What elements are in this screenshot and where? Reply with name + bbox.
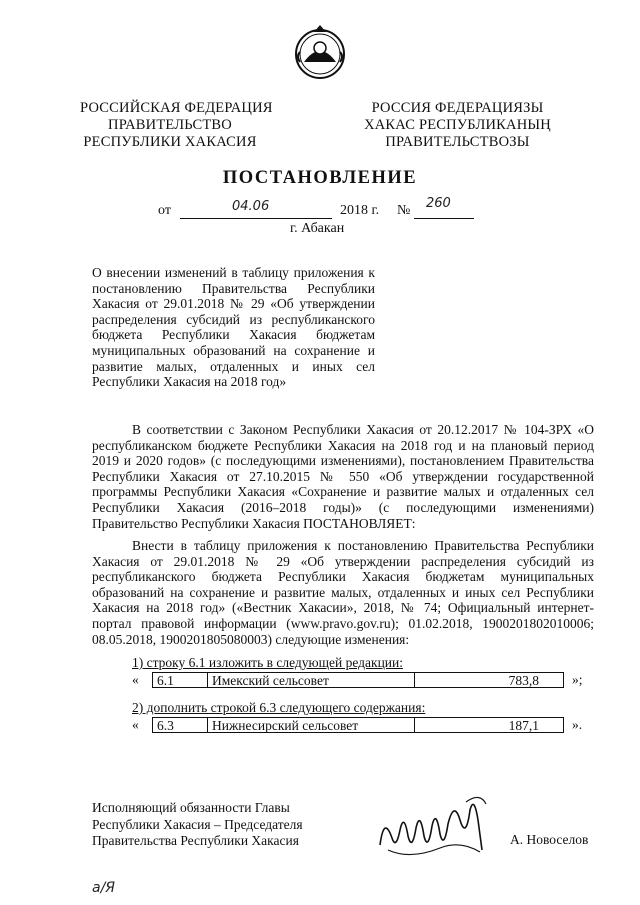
city-label: г. Абакан [290,221,345,236]
document-title: ПОСТАНОВЛЕНИЕ [222,168,418,188]
year-label: 2018 г. [340,203,380,218]
number-sign: № [397,203,411,218]
number-underline [414,218,474,219]
header-left [80,100,273,151]
header-left-line: РОССИЙСКАЯ ФЕДЕРАЦИЯ [80,100,273,116]
paragraph-2-text: Внести в таблицу приложения к постановлению Правительства Республики Хакасия от 29.01.2018 № 29 «Об утверждении распределения субсидий из республиканского бюджета Республики Хакасия бюджетам муниципальных образований на сохранение и развитие малых, отдаленных и иных сел Республики Хакасия на 2018 год» («Вестник Хакасии», 2018, № 74; Официальный интернет-портал правовой информации (www.pravo.gov.ru); 01.02.2018, 1900201802010006; 08.05.2018, 1900201805080003) следующие изменения: [92,538,594,647]
header-right-line: ПРАВИТЕЛЬСТВОЗЫ [385,134,530,150]
table-row [132,717,602,735]
row-value-cell: 187,1 [414,717,564,733]
signer-name: А. Новоселов [510,832,589,847]
table-row [132,672,602,690]
change-item-label-text: 2) дополнить строкой 6.3 следующего содержания: [132,700,426,715]
header-left-line: ПРАВИТЕЛЬСТВО [108,117,232,133]
change-item-label-text: 1) строку 6.1 изложить в следующей редакции: [132,655,404,670]
row-number-cell: 6.3 [152,717,208,733]
date-prefix: от [158,203,171,218]
change-item-label [132,700,425,716]
header-right-line: ХАКАС РЕСПУБЛИКАНЫҢ [364,117,551,133]
row-name-cell: Нижнесирский сельсовет [207,717,415,733]
handwritten-signature [370,790,500,870]
open-quote: « [132,717,139,732]
signature-title-line: Республики Хакасия – Председателя [92,816,303,832]
signature-block [92,800,303,850]
row-value-cell: 783,8 [414,672,564,688]
close-quote: ». [572,717,583,732]
date-value: 04.06 [232,199,270,214]
paragraph-1 [92,422,594,531]
signature-title-line: Правительства Республики Хакасия [92,833,299,848]
open-quote: « [132,672,139,687]
number-value: 260 [426,196,451,211]
margin-note: а/Я [92,880,116,896]
header-right-line: РОССИЯ ФЕДЕРАЦИЯЗЫ [371,100,544,116]
header-right [360,100,555,151]
change-item-label [132,655,403,671]
row-number-cell: 6.1 [152,672,208,688]
coat-of-arms-icon [290,22,350,82]
signature-title-line: Исполняющий обязанности Главы [92,800,290,815]
paragraph-2 [92,538,594,647]
header-left-line: РЕСПУБЛИКИ ХАКАСИЯ [83,134,257,150]
paragraph-1-text: В соответствии с Законом Республики Хакасия от 20.12.2017 № 104-ЗРХ «О республиканском бюджете Республики Хакасия на 2018 год и на плановый период 2019 и 2020 годов» (с последующими изменениями), постановлением Правительства Республики Хакасия от 27.10.2015 № 550 «Об утверждении государственной программы Республики Хакасия «Сохранение и развитие малых и отдаленных сел Республики Хакасия (2016–2018 годы)» (с последующими изменениями) Правительство Республики Хакасия ПОСТАНОВЛЯЕТ: [92,422,594,531]
close-quote: »; [572,672,583,687]
document-subject: О внесении изменений в таблицу приложения к постановлению Правительства Республики Хакасия от 29.01.2018 № 29 «Об утверждении распределения субсидий из республиканского бюджета Республики Хакасия бюджетам муниципальных образований на сохранение и развитие малых, отдаленных и иных сел Республики Хакасия на 2018 год» [92,265,375,390]
row-name-cell: Имекский сельсовет [207,672,415,688]
date-underline [180,218,332,219]
